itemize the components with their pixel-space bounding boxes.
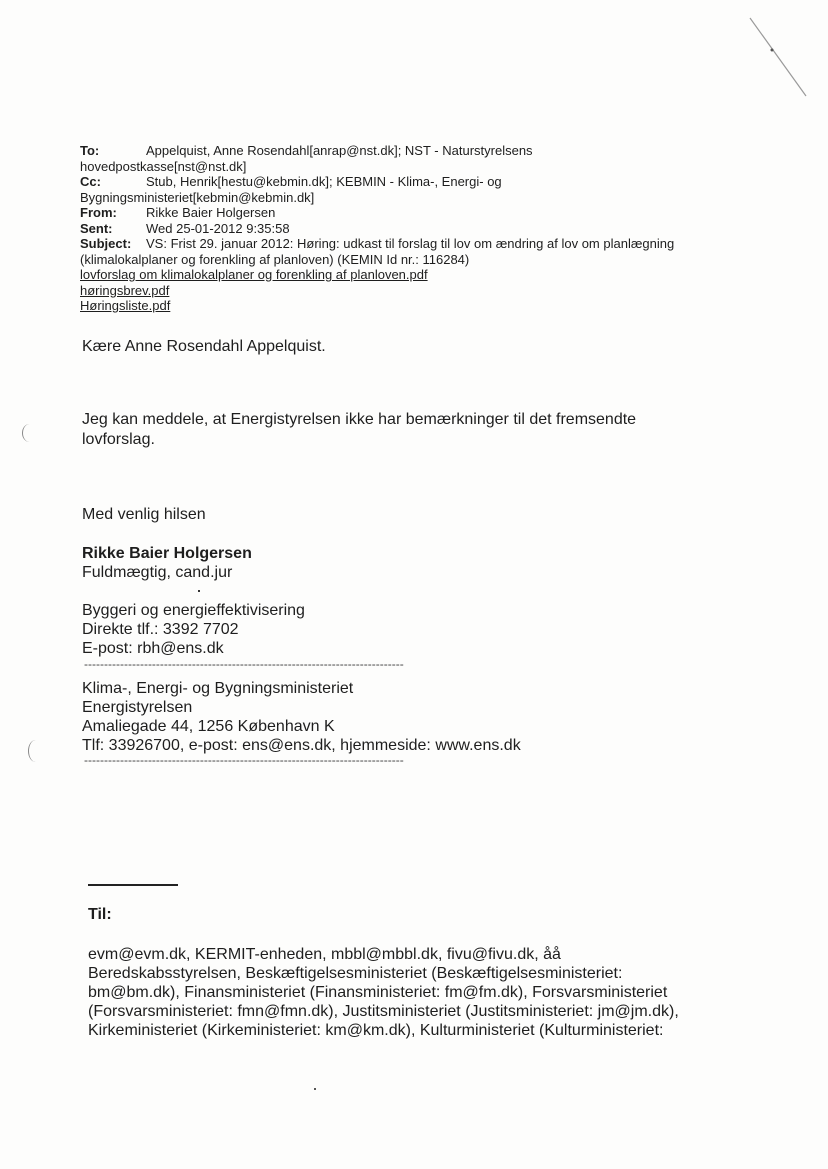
to-label: To: bbox=[80, 143, 100, 158]
to-value: Appelquist, Anne Rosendahl[anrap@nst.dk]; NST - Naturstyrelsens bbox=[146, 143, 533, 158]
signature-divider-bottom: -------------------------------------------------------------------------------- bbox=[84, 753, 404, 767]
sent-label: Sent: bbox=[80, 220, 113, 236]
greeting: Kære Anne Rosendahl Appelquist. bbox=[82, 338, 326, 355]
section-rule bbox=[88, 884, 178, 886]
signature-email: E-post: rbh@ens.dk bbox=[82, 640, 224, 657]
ministry-name: Klima-, Energi- og Bygningsministeriet bbox=[82, 680, 354, 697]
email-header bbox=[80, 143, 674, 314]
subject-value: VS: Frist 29. januar 2012: Høring: udkast til forslag til lov om ændring af lov om planlægning bbox=[146, 236, 675, 251]
subject-row bbox=[80, 236, 674, 252]
recipients-label: Til: bbox=[88, 906, 112, 923]
signature-name: Rikke Baier Holgersen bbox=[82, 545, 252, 562]
recipients-line: Kirkeministeriet (Kirkeministeriet: km@km.dk), Kulturministeriet (Kulturministeriet: bbox=[88, 1022, 664, 1039]
recipients-line: bm@bm.dk), Finansministeriet (Finansministeriet: fm@fm.dk), Forsvarsministeriet bbox=[88, 984, 668, 1001]
speck bbox=[314, 1088, 316, 1090]
from-value: Rikke Baier Holgersen bbox=[146, 205, 276, 220]
sent-row bbox=[80, 221, 674, 237]
speck bbox=[198, 590, 200, 592]
message-line: lovforslag. bbox=[82, 431, 155, 448]
recipients-list bbox=[88, 945, 679, 1040]
signature-contact-block bbox=[82, 601, 305, 658]
from-row bbox=[80, 205, 674, 221]
attachment-link[interactable]: høringsbrev.pdf bbox=[80, 282, 170, 298]
to-value-continued: hovedpostkasse[nst@nst.dk] bbox=[80, 158, 247, 174]
cc-label: Cc: bbox=[80, 174, 101, 189]
recipients-line: (Forsvarsministeriet: fmn@fmn.dk), Justitsministeriet (Justitsministeriet: jm@jm.dk), bbox=[88, 1003, 679, 1020]
signature-title: Fuldmægtig, cand.jur bbox=[82, 564, 233, 581]
cc-value-continued: Bygningsministeriet[kebmin@kebmin.dk] bbox=[80, 189, 315, 205]
from-label: From: bbox=[80, 205, 117, 220]
message-paragraph bbox=[82, 410, 636, 450]
punch-hole-mark-bottom bbox=[28, 740, 43, 762]
to-row bbox=[80, 143, 674, 159]
punch-hole-mark-top bbox=[22, 424, 37, 442]
recipients-line: evm@evm.dk, KERMIT-enheden, mbbl@mbbl.dk, fivu@fivu.dk, åå bbox=[88, 946, 561, 963]
sent-value: Wed 25-01-2012 9:35:58 bbox=[146, 220, 290, 236]
signature-department: Byggeri og energieffektivisering bbox=[82, 602, 305, 619]
scan-artifact-stroke bbox=[740, 10, 820, 100]
message-line: Jeg kan meddele, at Energistyrelsen ikke har bemærkninger til det fremsendte bbox=[82, 411, 637, 428]
agency-name: Energistyrelsen bbox=[82, 699, 193, 716]
signature-divider-top: -------------------------------------------------------------------------------- bbox=[84, 657, 404, 671]
subject-value-continued: (klimalokalplaner og forenkling af planloven) (KEMIN Id nr.: 116284) bbox=[80, 251, 470, 267]
agency-contact: Tlf: 33926700, e-post: ens@ens.dk, hjemmeside: www.ens.dk bbox=[82, 737, 521, 754]
attachment-link[interactable]: Høringsliste.pdf bbox=[80, 298, 171, 313]
agency-address: Amaliegade 44, 1256 København K bbox=[82, 718, 335, 735]
cc-row bbox=[80, 174, 674, 190]
recipients-line: Beredskabsstyrelsen, Beskæftigelsesministeriet (Beskæftigelsesministeriet: bbox=[88, 965, 623, 982]
subject-label: Subject: bbox=[80, 236, 132, 251]
cc-value: Stub, Henrik[hestu@kebmin.dk]; KEBMIN - Klima-, Energi- og bbox=[146, 174, 502, 189]
attachment-link[interactable]: lovforslag om klimalokalplaner og forenkling af planloven.pdf bbox=[80, 267, 428, 282]
signature-phone: Direkte tlf.: 3392 7702 bbox=[82, 621, 239, 638]
closing: Med venlig hilsen bbox=[82, 506, 206, 523]
organization-block bbox=[82, 679, 521, 755]
